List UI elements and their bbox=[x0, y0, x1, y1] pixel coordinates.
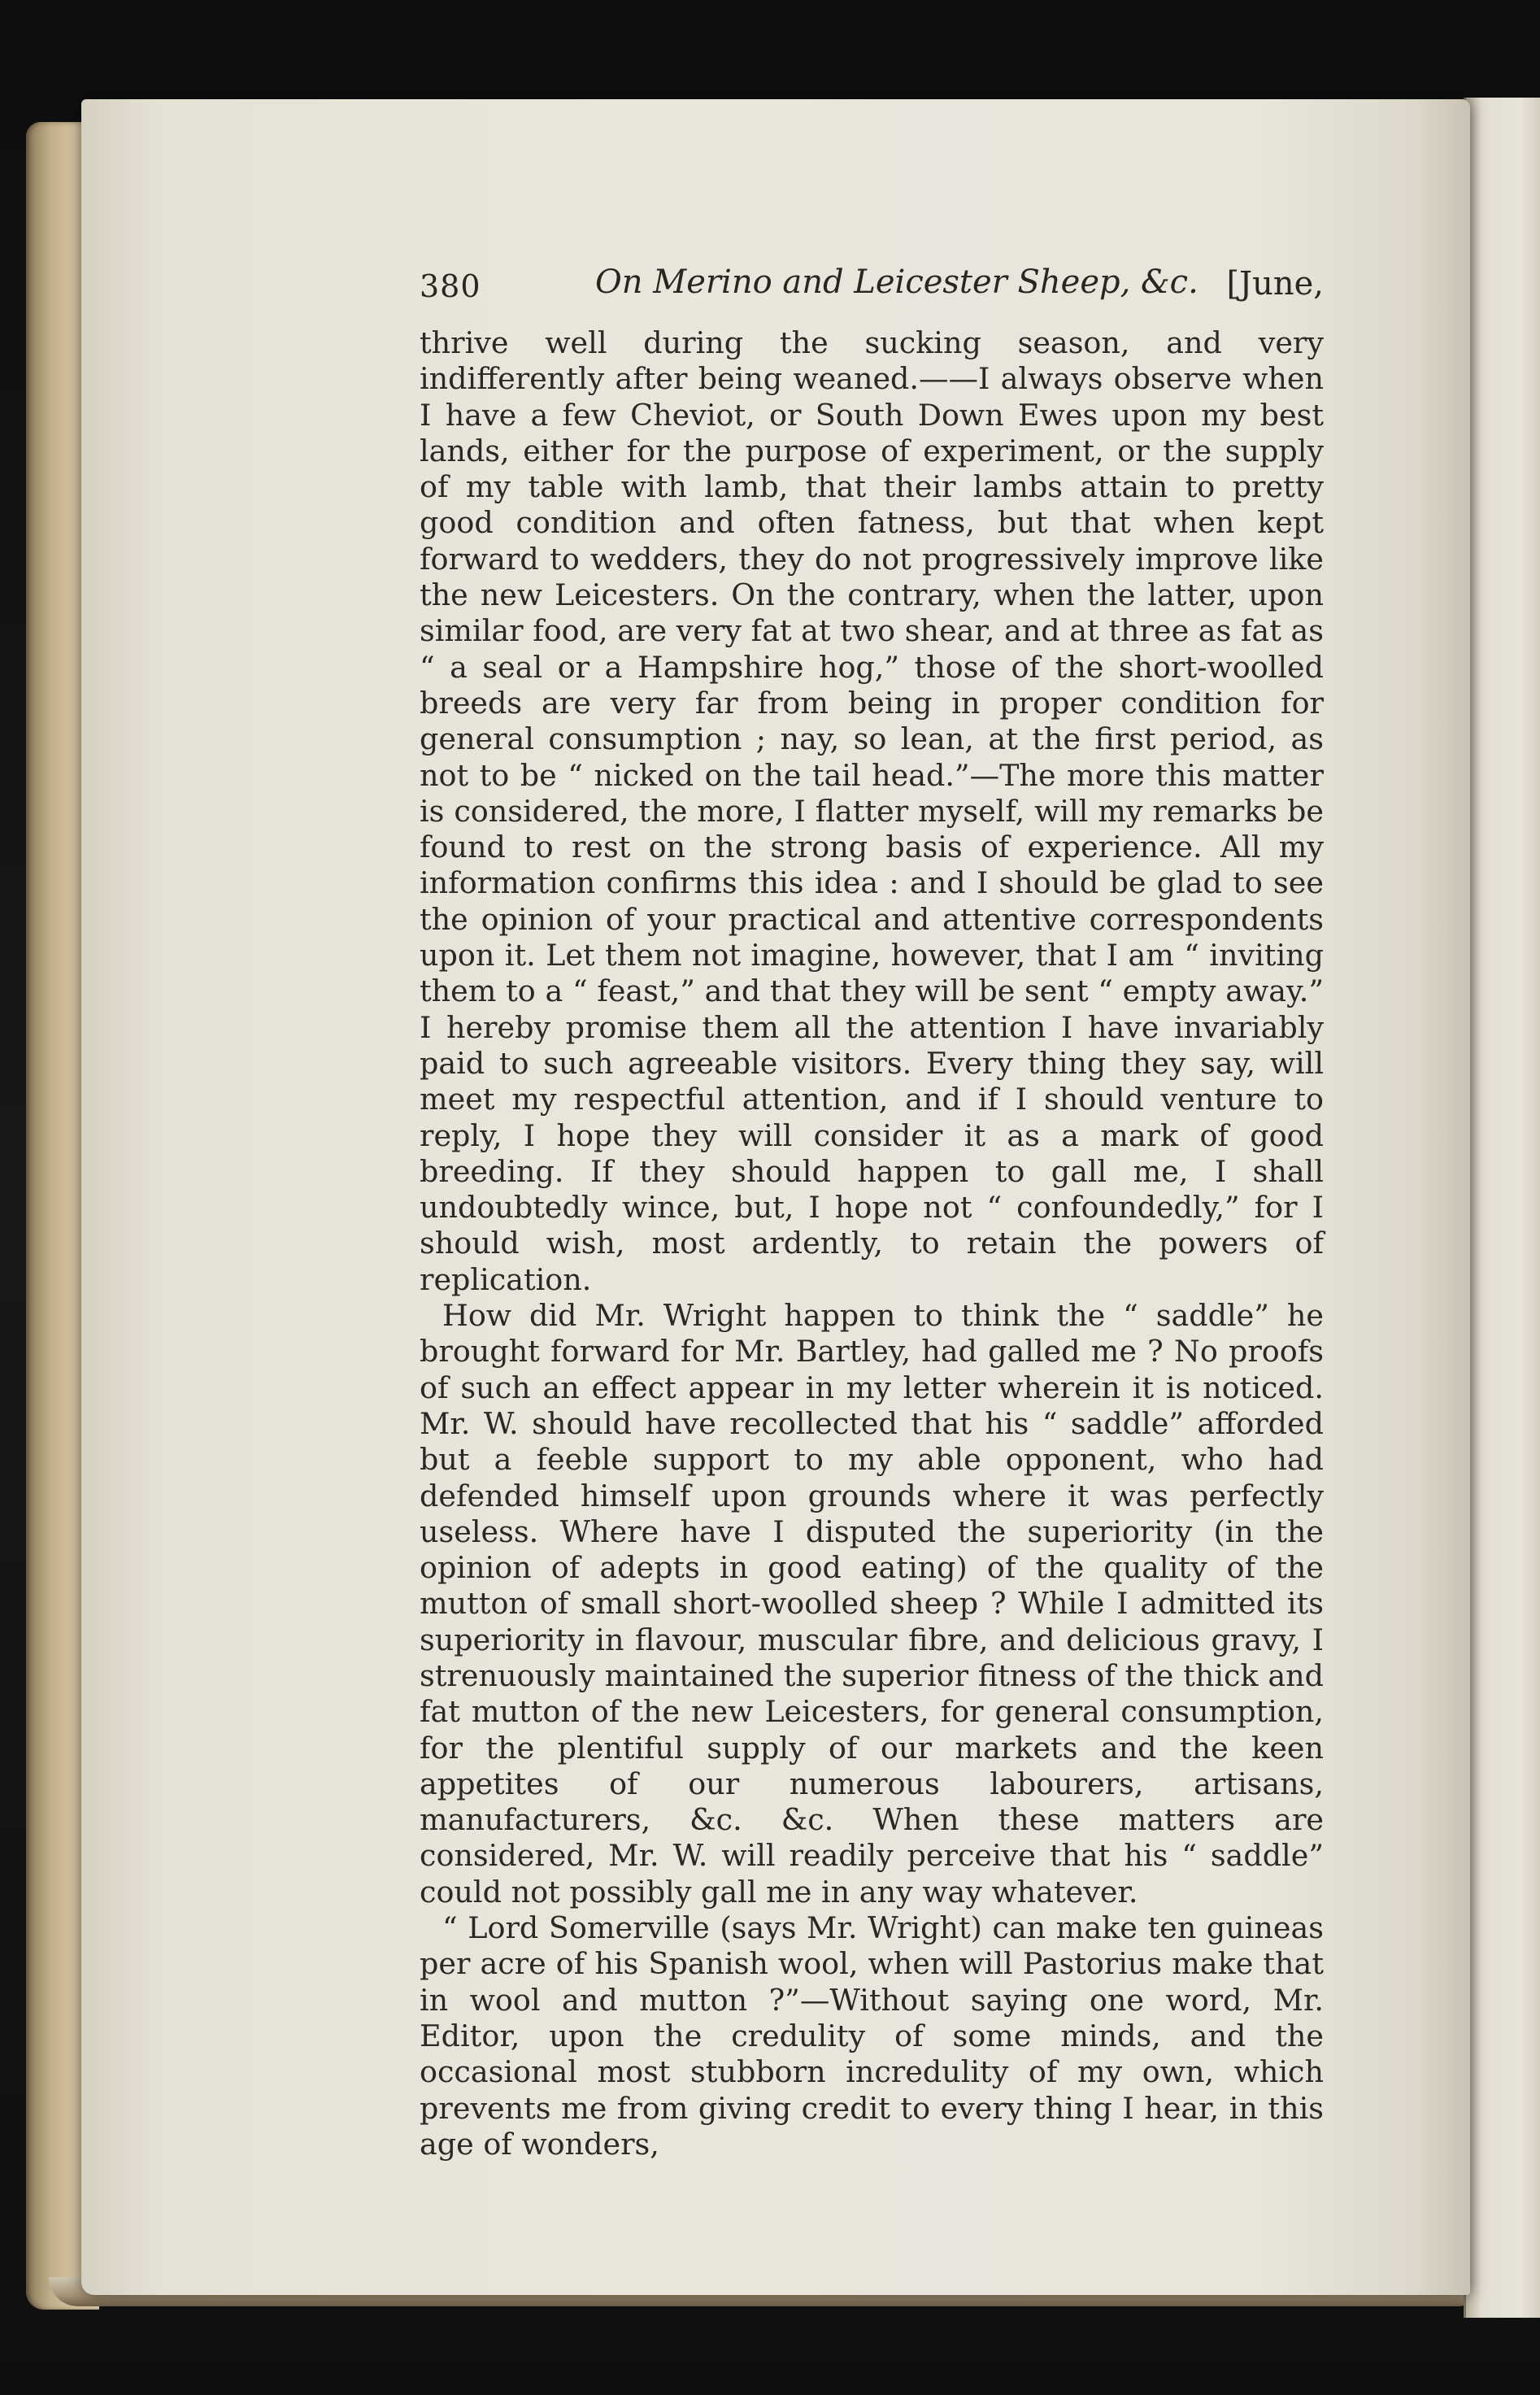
page-number: 380 bbox=[420, 268, 481, 304]
running-title: On Merino and Leicester Sheep, &c. bbox=[595, 263, 1199, 301]
running-header bbox=[420, 262, 1324, 307]
running-date: [June, bbox=[1226, 265, 1324, 303]
next-page-edge bbox=[1464, 98, 1540, 2318]
paragraph-1: thrive well during the sucking season, and very indifferently after being weaned.——I always observe when I have a few Cheviot, or South Down Ewes upon my best lands, either for the purpose of experiment, or the supply of my table with lamb, that their lambs attain to pretty good condition and often fatness, but that when kept forward to wedders, they do not progressively improve like the new Leicesters. On the contrary, when the latter, upon similar food, are very fat at two shear, and at three as fat as “ a seal or a Hampshire hog,” those of the short-woolled breeds are very far from being in proper condition for general consumption ; nay, so lean, at the first period, as not to be “ nicked on the tail head.”—The more this matter is considered, the more, I flatter myself, will my remarks be found to rest on the strong basis of experience. All my information confirms this idea : and I should be glad to see the opinion of your practical and attentive correspondents upon it. Let them not imagine, however, that I am “ inviting them to a “ feast,” and that they will be sent “ empty away.” I hereby promise them all the attention I have invariably paid to such agreeable visitors. Every thing they say, will meet my respectful attention, and if I should venture to reply, I hope they will consider it as a mark of good breeding. If they should happen to gall me, I shall undoubtedly wince, but, I hope not “ confoundedly,” for I should wish, most ardently, to retain the powers of replication. bbox=[420, 325, 1324, 1297]
body-text bbox=[420, 325, 1324, 2162]
paragraph-2: How did Mr. Wright happen to think the “ saddle” he brought forward for Mr. Bartley, had galled me ? No proofs of such an effect appear in my letter wherein it is noticed. Mr. W. should have recollected that his “ saddle” afforded but a feeble support to my able opponent, who had defended himself upon grounds where it was perfectly useless. Where have I disputed the superiority (in the opinion of adepts in good eating) of the quality of the mutton of small short-woolled sheep ? While I admitted its superiority in flavour, muscular fibre, and delicious gravy, I strenuously maintained the superior fitness of the thick and fat mutton of the new Leicesters, for general consumption, for the plentiful supply of our markets and the keen appetites of our numerous labourers, artisans, manufacturers, &c. &c. When these matters are considered, Mr. W. will readily perceive that his “ saddle” could not possibly gall me in any way whatever. bbox=[420, 1298, 1324, 1909]
paragraph-3: “ Lord Somerville (says Mr. Wright) can make ten guineas per acre of his Spanish wool, when will Pastorius make that in wool and mutton ?”—Without saying one word, Mr. Editor, upon the credulity of some minds, and the occasional most stubborn incredulity of my own, which prevents me from giving credit to every thing I hear, in this age of wonders, bbox=[420, 1910, 1324, 2162]
